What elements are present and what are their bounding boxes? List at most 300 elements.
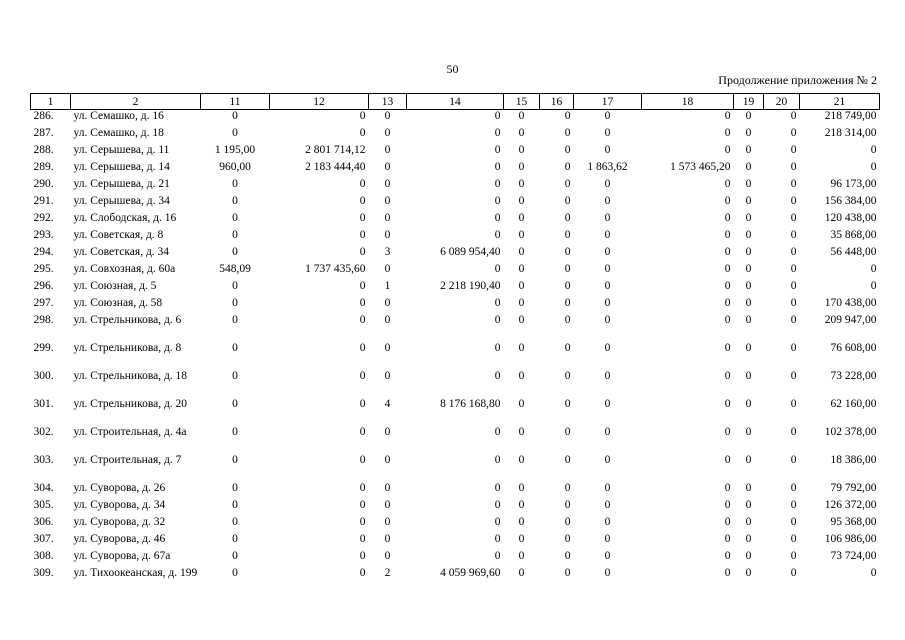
value-cell: 0	[724, 397, 731, 410]
value-cell: 0	[384, 126, 391, 139]
table-row	[31, 178, 880, 195]
value-cell: 0	[518, 143, 525, 156]
value-cell: 156 384,00	[824, 194, 877, 207]
value-cell: 218 749,00	[824, 110, 877, 122]
value-cell: 0	[232, 211, 238, 224]
value-cell: 0	[790, 110, 797, 122]
value-cell: 170 438,00	[824, 296, 877, 309]
row-number-cell: 289.	[33, 160, 54, 173]
value-cell: 8 176 168,80	[440, 397, 501, 410]
value-cell: 0	[790, 143, 797, 156]
table-row	[31, 212, 880, 229]
value-cell: 0	[790, 177, 797, 190]
value-cell: 0	[790, 397, 797, 410]
value-cell: 0	[518, 245, 525, 258]
value-cell: 0	[359, 177, 366, 190]
value-cell: 0	[494, 177, 501, 190]
value-cell: 0	[564, 425, 571, 438]
row-number-cell: 286.	[33, 110, 54, 122]
column-header: 13	[369, 94, 407, 110]
table-row	[31, 567, 880, 595]
value-cell: 0	[494, 194, 501, 207]
value-cell: 0	[724, 498, 731, 511]
value-cell: 0	[232, 498, 238, 511]
value-cell: 2 801 714,12	[305, 143, 366, 156]
value-cell: 0	[518, 549, 525, 562]
address-cell: ул. Строительная, д. 7	[73, 453, 182, 466]
value-cell: 0	[494, 498, 501, 511]
value-cell: 0	[745, 194, 752, 207]
value-cell: 0	[359, 515, 366, 528]
value-cell: 0	[604, 532, 611, 545]
value-cell: 0	[564, 160, 571, 173]
address-cell: ул. Семашко, д. 18	[73, 126, 164, 139]
value-cell: 0	[724, 341, 731, 354]
column-header: 17	[574, 94, 642, 110]
value-cell: 0	[604, 549, 611, 562]
value-cell: 0	[724, 126, 731, 139]
value-cell: 4 059 969,60	[440, 566, 501, 579]
value-cell: 0	[745, 313, 752, 326]
address-cell: ул. Союзная, д. 58	[73, 296, 163, 309]
column-header: 19	[734, 94, 764, 110]
value-cell: 0	[494, 425, 501, 438]
table-row	[31, 246, 880, 263]
value-cell: 0	[745, 498, 752, 511]
row-number-cell: 288.	[33, 143, 54, 156]
value-cell: 0	[564, 532, 571, 545]
value-cell: 1 573 465,20	[670, 160, 731, 173]
value-cell: 102 378,00	[824, 425, 877, 438]
value-cell: 0	[518, 532, 525, 545]
value-cell: 0	[724, 481, 731, 494]
value-cell: 0	[232, 279, 238, 292]
value-cell: 0	[518, 498, 525, 511]
value-cell: 0	[564, 126, 571, 139]
value-cell: 0	[724, 425, 731, 438]
value-cell: 0	[518, 313, 525, 326]
value-cell: 0	[232, 313, 238, 326]
value-cell: 0	[604, 515, 611, 528]
value-cell: 0	[494, 532, 501, 545]
value-cell: 0	[745, 397, 752, 410]
value-cell: 0	[790, 453, 797, 466]
row-number-cell: 299.	[33, 341, 54, 354]
row-number-cell: 297.	[33, 296, 54, 309]
value-cell: 0	[384, 110, 391, 122]
value-cell: 0	[384, 228, 391, 241]
value-cell: 0	[745, 245, 752, 258]
value-cell: 0	[604, 296, 611, 309]
value-cell: 0	[518, 425, 525, 438]
value-cell: 0	[790, 262, 797, 275]
value-cell: 106 986,00	[824, 532, 877, 545]
address-cell: ул. Совхозная, д. 60а	[73, 262, 176, 275]
value-cell: 0	[232, 228, 238, 241]
value-cell: 0	[518, 262, 525, 275]
value-cell: 0	[790, 498, 797, 511]
appendix-continuation-note: Продолжение приложения № 2	[718, 73, 877, 87]
value-cell: 3	[384, 245, 391, 258]
value-cell: 95 368,00	[830, 515, 877, 528]
value-cell: 0	[790, 532, 797, 545]
value-cell: 2	[384, 566, 391, 579]
value-cell: 0	[232, 425, 238, 438]
value-cell: 0	[384, 453, 391, 466]
value-cell: 0	[494, 341, 501, 354]
value-cell: 0	[724, 313, 731, 326]
value-cell: 120 438,00	[824, 211, 877, 224]
value-cell: 0	[359, 313, 366, 326]
value-cell: 0	[494, 453, 501, 466]
value-cell: 0	[790, 126, 797, 139]
value-cell: 0	[564, 453, 571, 466]
row-number-cell: 296.	[33, 279, 54, 292]
value-cell: 0	[359, 498, 366, 511]
value-cell: 0	[604, 194, 611, 207]
table-row	[31, 516, 880, 533]
value-cell: 0	[564, 481, 571, 494]
value-cell: 0	[870, 160, 877, 173]
value-cell: 0	[494, 160, 501, 173]
value-cell: 0	[518, 397, 525, 410]
value-cell: 0	[384, 532, 391, 545]
value-cell: 0	[384, 262, 391, 275]
table-row	[31, 482, 880, 499]
value-cell: 0	[232, 453, 238, 466]
address-cell: ул. Серышева, д. 11	[73, 143, 170, 156]
table-row	[31, 314, 880, 342]
address-cell: ул. Суворова, д. 46	[73, 532, 166, 545]
value-cell: 0	[604, 481, 611, 494]
value-cell: 0	[359, 194, 366, 207]
value-cell: 0	[790, 245, 797, 258]
value-cell: 0	[494, 110, 501, 122]
row-number-cell: 304.	[33, 481, 54, 494]
address-cell: ул. Стрельникова, д. 20	[73, 397, 188, 410]
column-header: 14	[407, 94, 504, 110]
value-cell: 0	[518, 126, 525, 139]
value-cell: 0	[232, 532, 238, 545]
value-cell: 0	[564, 110, 571, 122]
address-cell: ул. Строительная, д. 4а	[73, 425, 187, 438]
row-number-cell: 293.	[33, 228, 54, 241]
value-cell: 0	[790, 194, 797, 207]
value-cell: 0	[790, 566, 797, 579]
value-cell: 126 372,00	[824, 498, 877, 511]
value-cell: 0	[359, 296, 366, 309]
table-body	[31, 110, 880, 595]
value-cell: 0	[604, 425, 611, 438]
value-cell: 0	[745, 228, 752, 241]
value-cell: 0	[745, 126, 752, 139]
value-cell: 2 218 190,40	[440, 279, 501, 292]
row-number-cell: 302.	[33, 425, 54, 438]
value-cell: 0	[745, 425, 752, 438]
value-cell: 0	[745, 110, 752, 122]
value-cell: 0	[790, 341, 797, 354]
address-cell: ул. Серышева, д. 34	[73, 194, 170, 207]
value-cell: 0	[790, 515, 797, 528]
value-cell: 0	[384, 143, 391, 156]
column-header: 18	[642, 94, 734, 110]
value-cell: 56 448,00	[830, 245, 877, 258]
address-cell: ул. Семашко, д. 16	[73, 110, 164, 122]
value-cell: 1 737 435,60	[305, 262, 366, 275]
value-cell: 0	[604, 498, 611, 511]
value-cell: 0	[494, 211, 501, 224]
value-cell: 0	[604, 211, 611, 224]
row-number-cell: 308.	[33, 549, 54, 562]
table-row	[31, 161, 880, 178]
value-cell: 0	[359, 126, 366, 139]
value-cell: 0	[604, 313, 611, 326]
value-cell: 0	[359, 279, 366, 292]
row-number-cell: 295.	[33, 262, 54, 275]
page-number: 50	[446, 62, 459, 76]
value-cell: 0	[745, 262, 752, 275]
value-cell: 0	[564, 262, 571, 275]
value-cell: 0	[518, 453, 525, 466]
row-number-cell: 287.	[33, 126, 54, 139]
value-cell: 0	[604, 228, 611, 241]
value-cell: 0	[604, 397, 611, 410]
value-cell: 0	[564, 228, 571, 241]
table-row	[31, 426, 880, 454]
value-cell: 0	[494, 313, 501, 326]
value-cell: 0	[232, 194, 238, 207]
value-cell: 0	[232, 110, 238, 122]
value-cell: 0	[724, 262, 731, 275]
value-cell: 0	[870, 566, 877, 579]
value-cell: 0	[518, 110, 525, 122]
value-cell: 0	[790, 313, 797, 326]
value-cell: 209 947,00	[824, 313, 877, 326]
value-cell: 2 183 444,40	[305, 160, 366, 173]
address-cell: ул. Слободская, д. 16	[73, 211, 177, 224]
column-header: 12	[270, 94, 369, 110]
value-cell: 0	[518, 341, 525, 354]
value-cell: 0	[564, 566, 571, 579]
row-number-cell: 294.	[33, 245, 54, 258]
column-header: 1	[31, 94, 71, 110]
value-cell: 79 792,00	[830, 481, 877, 494]
value-cell: 0	[494, 296, 501, 309]
row-number-cell: 301.	[33, 397, 54, 410]
value-cell: 0	[564, 194, 571, 207]
value-cell: 0	[518, 296, 525, 309]
value-cell: 0	[359, 397, 366, 410]
value-cell: 0	[384, 194, 391, 207]
value-cell: 1 863,62	[587, 160, 628, 173]
value-cell: 0	[359, 453, 366, 466]
value-cell: 1	[384, 279, 391, 292]
value-cell: 0	[232, 549, 238, 562]
table-row	[31, 550, 880, 567]
row-number-cell: 309.	[33, 566, 54, 579]
value-cell: 0	[359, 532, 366, 545]
row-number-cell: 291.	[33, 194, 54, 207]
value-cell: 0	[518, 566, 525, 579]
value-cell: 0	[359, 228, 366, 241]
value-cell: 0	[384, 549, 391, 562]
row-number-cell: 290.	[33, 177, 54, 190]
table-row	[31, 297, 880, 314]
value-cell: 0	[745, 481, 752, 494]
value-cell: 0	[494, 262, 501, 275]
value-cell: 0	[359, 481, 366, 494]
address-cell: ул. Стрельникова, д. 8	[73, 341, 182, 354]
value-cell: 0	[790, 481, 797, 494]
value-cell: 0	[724, 532, 731, 545]
value-cell: 0	[745, 279, 752, 292]
address-cell: ул. Суворова, д. 32	[73, 515, 166, 528]
value-cell: 0	[494, 515, 501, 528]
table-header-row	[31, 94, 880, 110]
value-cell: 0	[604, 453, 611, 466]
value-cell: 1 195,00	[214, 143, 256, 156]
value-cell: 0	[564, 498, 571, 511]
address-cell: ул. Суворова, д. 67а	[73, 549, 171, 562]
value-cell: 0	[564, 143, 571, 156]
value-cell: 0	[724, 194, 731, 207]
value-cell: 548,09	[219, 262, 251, 275]
value-cell: 0	[232, 177, 238, 190]
value-cell: 0	[494, 481, 501, 494]
value-cell: 0	[359, 341, 366, 354]
value-cell: 0	[724, 110, 731, 122]
value-cell: 0	[745, 532, 752, 545]
value-cell: 0	[384, 515, 391, 528]
value-cell: 0	[232, 296, 238, 309]
value-cell: 0	[790, 296, 797, 309]
column-header: 16	[540, 94, 574, 110]
value-cell: 73 724,00	[830, 549, 877, 562]
table-row	[31, 195, 880, 212]
value-cell: 0	[604, 245, 611, 258]
value-cell: 0	[494, 126, 501, 139]
table-row	[31, 454, 880, 482]
value-cell: 218 314,00	[824, 126, 877, 139]
value-cell: 0	[790, 228, 797, 241]
value-cell: 0	[564, 515, 571, 528]
value-cell: 0	[232, 397, 238, 410]
value-cell: 0	[745, 549, 752, 562]
value-cell: 0	[232, 126, 238, 139]
value-cell: 0	[359, 211, 366, 224]
table-row	[31, 127, 880, 144]
value-cell: 0	[604, 279, 611, 292]
table-row	[31, 280, 880, 297]
row-number-cell: 292.	[33, 211, 54, 224]
column-header: 2	[71, 94, 201, 110]
value-cell: 6 089 954,40	[440, 245, 501, 258]
row-number-cell: 305.	[33, 498, 54, 511]
column-header: 11	[201, 94, 270, 110]
table-row	[31, 144, 880, 161]
address-cell: ул. Советская, д. 34	[73, 245, 170, 258]
value-cell: 0	[384, 296, 391, 309]
value-cell: 0	[604, 341, 611, 354]
value-cell: 0	[745, 515, 752, 528]
value-cell: 0	[518, 228, 525, 241]
value-cell: 0	[384, 498, 391, 511]
value-cell: 0	[232, 369, 238, 382]
address-cell: ул. Стрельникова, д. 18	[73, 369, 188, 382]
column-header: 15	[504, 94, 540, 110]
table-row	[31, 110, 880, 127]
value-cell: 0	[724, 453, 731, 466]
value-cell: 0	[745, 143, 752, 156]
address-cell: ул. Союзная, д. 5	[73, 279, 157, 292]
value-cell: 0	[494, 369, 501, 382]
value-cell: 0	[790, 549, 797, 562]
address-cell: ул. Серышева, д. 21	[73, 177, 170, 190]
value-cell: 96 173,00	[830, 177, 877, 190]
value-cell: 0	[359, 110, 366, 122]
value-cell: 0	[604, 369, 611, 382]
value-cell: 0	[724, 211, 731, 224]
value-cell: 0	[232, 245, 238, 258]
value-cell: 0	[604, 110, 611, 122]
value-cell: 0	[384, 369, 391, 382]
value-cell: 0	[724, 279, 731, 292]
value-cell: 18 386,00	[830, 453, 877, 466]
value-cell: 0	[724, 549, 731, 562]
value-cell: 0	[870, 143, 877, 156]
value-cell: 0	[745, 341, 752, 354]
value-cell: 0	[494, 549, 501, 562]
value-cell: 0	[724, 515, 731, 528]
value-cell: 0	[564, 177, 571, 190]
value-cell: 76 608,00	[830, 341, 877, 354]
value-cell: 4	[384, 397, 391, 410]
value-cell: 0	[724, 143, 731, 156]
table-row	[31, 263, 880, 280]
value-cell: 0	[790, 425, 797, 438]
value-cell: 0	[745, 453, 752, 466]
value-cell: 0	[604, 262, 611, 275]
value-cell: 0	[745, 296, 752, 309]
address-cell: ул. Стрельникова, д. 6	[73, 313, 182, 326]
value-cell: 0	[724, 228, 731, 241]
value-cell: 0	[564, 341, 571, 354]
row-number-cell: 307.	[33, 532, 54, 545]
column-header: 21	[800, 94, 880, 110]
value-cell: 0	[745, 177, 752, 190]
value-cell: 0	[232, 341, 238, 354]
value-cell: 0	[564, 549, 571, 562]
table-row	[31, 342, 880, 370]
address-cell: ул. Тихоокеанская, д. 199	[73, 566, 198, 579]
table-row	[31, 229, 880, 246]
value-cell: 960,00	[219, 160, 251, 173]
value-cell: 0	[359, 245, 366, 258]
value-cell: 0	[564, 245, 571, 258]
value-cell: 0	[518, 177, 525, 190]
value-cell: 0	[724, 245, 731, 258]
value-cell: 0	[790, 211, 797, 224]
row-number-cell: 306.	[33, 515, 54, 528]
value-cell: 0	[384, 481, 391, 494]
value-cell: 0	[518, 369, 525, 382]
address-cell: ул. Советская, д. 8	[73, 228, 164, 241]
value-cell: 0	[790, 160, 797, 173]
value-cell: 0	[870, 262, 877, 275]
value-cell: 0	[604, 566, 611, 579]
value-cell: 0	[518, 194, 525, 207]
address-cell: ул. Серышева, д. 14	[73, 160, 170, 173]
